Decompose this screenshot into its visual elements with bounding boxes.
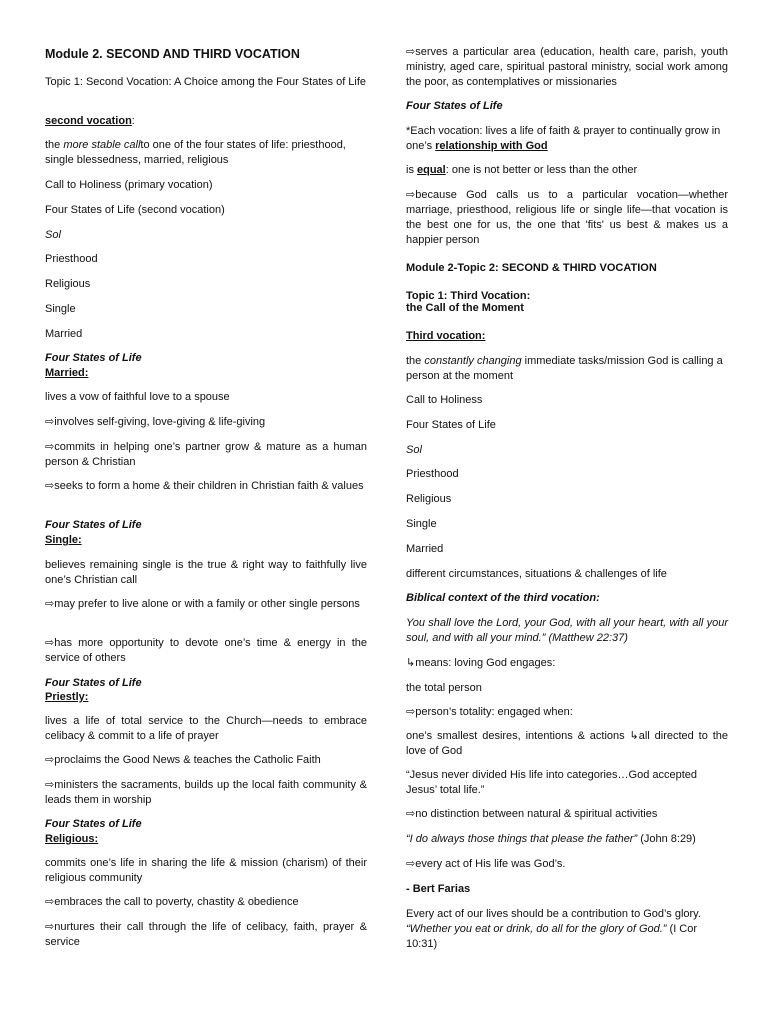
total-person: the total person <box>406 682 482 694</box>
married-point-2: ⇨involves self-giving, love-giving & life-giving <box>45 416 266 428</box>
topic-1-heading: Topic 1: Second Vocation: A Choice among the Four States of Life <box>45 76 367 88</box>
religious-subheading: Religious: <box>45 833 99 845</box>
religious-point-3: ⇨nurtures their call through the life of celibacy, faith, prayer & service <box>45 921 367 948</box>
no-distinction: ⇨no distinction between natural & spiritual activities <box>406 808 658 820</box>
second-vocation-definition: the more stable callto one of the four states of life: priesthood, single blessedness, married, religious <box>45 139 346 166</box>
religious-section-heading: Four States of Life <box>45 818 142 830</box>
right-religious-item: Religious <box>406 493 452 505</box>
different-circumstances: different circumstances, situations & challenges of life <box>406 568 667 580</box>
right-four-states: Four States of Life <box>406 419 496 431</box>
single-subheading: Single: <box>45 534 82 546</box>
single-section-heading: Four States of Life <box>45 519 142 531</box>
module-title: Module 2. SECOND AND THIRD VOCATION <box>45 47 300 61</box>
third-vocation-definition: the constantly changing immediate tasks/mission God is calling a person at the moment <box>406 355 723 382</box>
priesthood-item: Priesthood <box>45 253 98 265</box>
priestly-point-2: ⇨proclaims the Good News & teaches the Catholic Faith <box>45 754 321 766</box>
priestly-point-3: ⇨ministers the sacraments, builds up the local faith community & leads them in worship <box>45 779 367 806</box>
religious-item: Religious <box>45 278 91 290</box>
john-quote: “I do always those things that please the father” (John 8:29) <box>406 833 696 845</box>
single-point-2: ⇨may prefer to live alone or with a family or other single persons <box>45 598 360 610</box>
bert-farias: - Bert Farias <box>406 883 471 895</box>
married-item: Married <box>45 328 83 340</box>
smallest-desires: one’s smallest desires, intentions & actions ↳all directed to the love of God <box>406 730 728 757</box>
right-married-item: Married <box>406 543 444 555</box>
married-subheading: Married: <box>45 367 89 379</box>
priestly-section-heading: Four States of Life <box>45 677 142 689</box>
married-point-4: ⇨seeks to form a home & their children in Christian faith & values <box>45 480 364 492</box>
priestly-subheading: Priestly: <box>45 691 89 703</box>
means-loving-god: ↳means: loving God engages: <box>406 657 556 669</box>
priestly-point-1: lives a life of total service to the Church—needs to embrace celibacy & commit to a life of prayer <box>45 715 367 742</box>
because-god-calls: ⇨because God calls us to a particular vocation—whether marriage, priesthood, religious life or single life—that vocation is the best one for us, the one that 'fits' us best & makes us a happier person <box>406 189 728 246</box>
each-vocation: *Each vocation: lives a life of faith & prayer to continually grow in one’s relationship with God <box>406 125 721 152</box>
third-vocation-topic-line2: the Call of the Moment <box>406 302 524 314</box>
religious-point-1: commits one’s life in sharing the life & mission (charism) of their religious community <box>45 857 367 884</box>
call-to-holiness: Call to Holiness (primary vocation) <box>45 179 213 191</box>
sol-label: Sol <box>45 229 61 241</box>
religious-point-2: ⇨embraces the call to poverty, chastity & obedience <box>45 896 299 908</box>
single-point-3: ⇨has more opportunity to devote one’s time & energy in the service of others <box>45 637 367 664</box>
four-states-second: Four States of Life (second vocation) <box>45 204 225 216</box>
matthew-quote: You shall love the Lord, your God, with all your heart, with all your soul, and with all your mind.” (Matthew 22:37) <box>406 617 728 644</box>
third-vocation-label: Third vocation: <box>406 330 486 342</box>
married-section-heading: Four States of Life <box>45 352 142 364</box>
second-vocation-label: second vocation: <box>45 115 135 127</box>
right-priesthood-item: Priesthood <box>406 468 459 480</box>
every-act-his-life: ⇨every act of His life was God’s. <box>406 858 566 870</box>
right-sol-label: Sol <box>406 444 422 456</box>
married-point-3: ⇨commits in helping one’s partner grow & mature as a human person & Christian <box>45 441 367 468</box>
right-call-to-holiness: Call to Holiness <box>406 394 483 406</box>
single-point-1: believes remaining single is the true & right way to faithfully live one’s Christian call <box>45 559 367 586</box>
married-point-1: lives a vow of faithful love to a spouse <box>45 391 230 403</box>
right-single-item: Single <box>406 518 437 530</box>
module2-topic2-heading: Module 2-Topic 2: SECOND & THIRD VOCATION <box>406 262 657 274</box>
final-paragraph: Every act of our lives should be a contribution to God’s glory. “Whether you eat or drink, do all for the glory of God.” (I Cor 10:31) <box>406 908 701 950</box>
third-vocation-topic-line1: Topic 1: Third Vocation: <box>406 290 531 302</box>
four-states-heading: Four States of Life <box>406 100 503 112</box>
serves-area: ⇨serves a particular area (education, health care, parish, youth ministry, aged care, spiritual pastoral ministry, social work among the poor, as contemplatives or missionaries <box>406 46 728 88</box>
single-item: Single <box>45 303 76 315</box>
jesus-never-divided: “Jesus never divided His life into categories…God accepted Jesus’ total life.” <box>406 769 698 796</box>
person-totality: ⇨person’s totality: engaged when: <box>406 706 573 718</box>
biblical-context-heading: Biblical context of the third vocation: <box>406 592 600 604</box>
is-equal: is equal: one is not better or less than the other <box>406 164 638 176</box>
